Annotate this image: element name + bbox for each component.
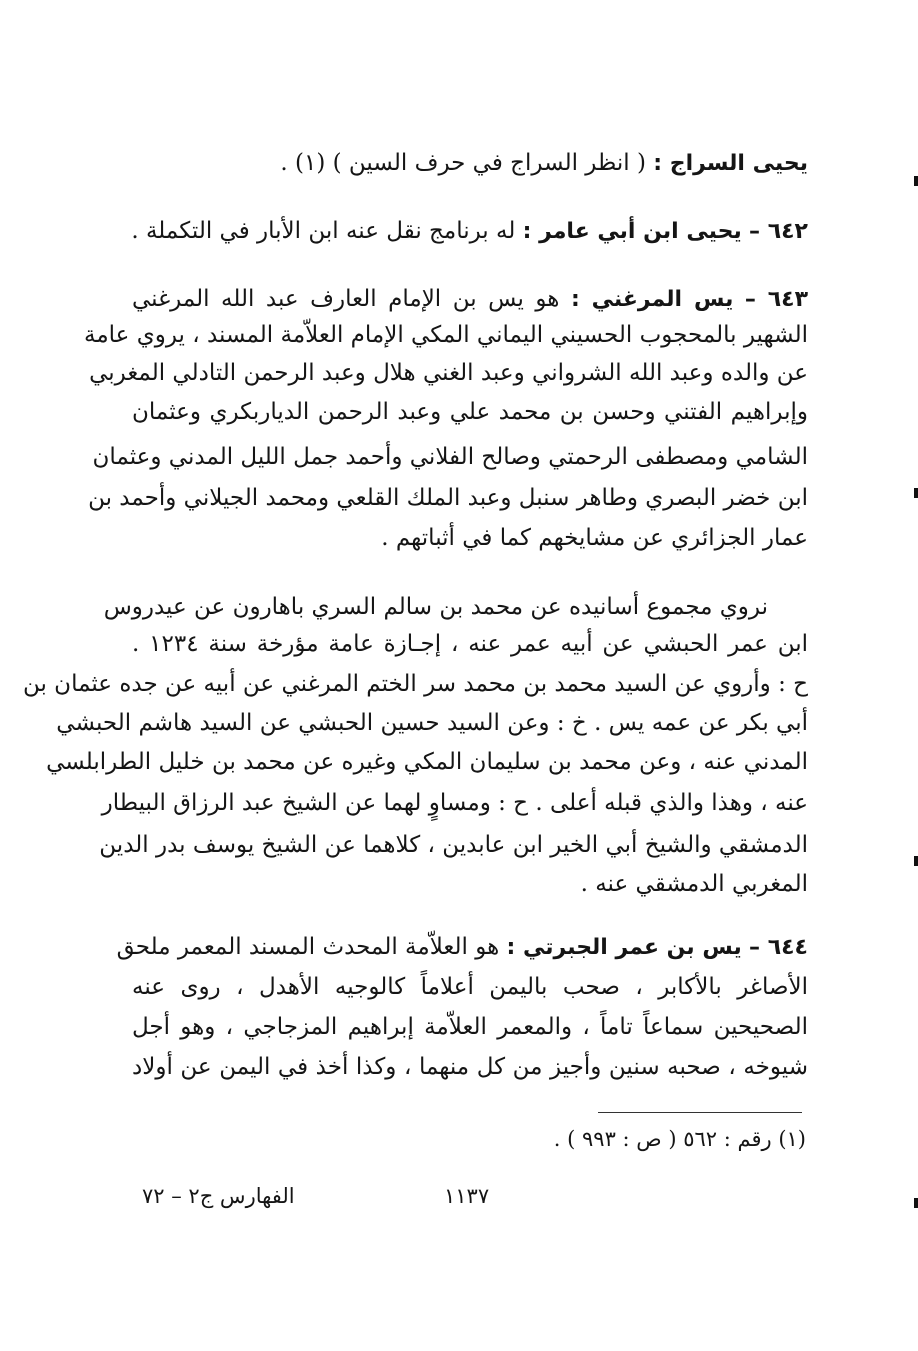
scan-edge-mark [914, 176, 918, 186]
text-line: عنه ، وهذا والذي قبله أعلى . ح : ومساوٍ لهما عن الشيخ عبد الرزاق البيطار [101, 790, 808, 816]
running-title: الفهارس ج٢ – ٧٢ [142, 1184, 295, 1208]
text-line: أبي بكر عن عمه يس . خ : وعن السيد حسين الحبشي عن السيد هاشم الحبشي [56, 710, 808, 736]
entry-642 [131, 214, 808, 249]
text-line: الصحيحين سماعاً تاماً ، والمعمر العلاّمة إبراهيم المزجاجي ، وهو أجل [132, 1014, 808, 1040]
text-line: المغربي الدمشقي عنه . [580, 871, 808, 897]
entry-text: هو يس بن الإمام العارف عبد الله المرغني [132, 286, 560, 312]
entry-head: يس بن عمر الجبرتي : [506, 935, 742, 960]
scan-edge-mark [914, 856, 918, 866]
text-line: الشهير بالمحجوب الحسيني اليماني المكي الإمام العلاّمة المسند ، يروي عامة [84, 322, 808, 348]
entry-head: يس المرغني : [570, 287, 734, 312]
entry-text: هو العلاّمة المحدث المسند المعمر ملحق [116, 934, 500, 960]
text-line: عن والده وعبد الله الشرواني وعبد الغني هلال وعبد الرحمن التادلي المغربي [89, 360, 808, 386]
text-line: الدمشقي والشيخ أبي الخير ابن عابدين ، كلاهما عن الشيخ يوسف بدر الدين [99, 832, 808, 858]
entry-643-line-1 [132, 282, 808, 317]
footnote: (١) رقم : ٥٦٢ ( ص : ٩٩٣ ) . [553, 1127, 806, 1151]
entry-number: ٦٤٢ – [749, 219, 808, 244]
riwaya-line-1: نروي مجموع أسانيده عن محمد بن سالم السري باهارون عن عيدروس [103, 594, 768, 620]
entry-text: ( انظر السراج في حرف السين ) (١) . [280, 150, 646, 176]
text-line: الأصاغر بالأكابر ، صحب باليمن أعلاماً كالوجيه الأهدل ، روى عنه [132, 974, 808, 1000]
text-line: المدني عنه ، وعن محمد بن سليمان المكي وغيره عن محمد بن خليل الطرابلسي [46, 749, 808, 775]
scan-edge-mark [914, 488, 918, 498]
footnote-rule [598, 1112, 802, 1113]
text-line: ابن عمر الحبشي عن أبيه عمر عنه ، إجـازة عامة مؤرخة سنة ١٢٣٤ . [132, 631, 808, 657]
text-line: عمار الجزائري عن مشايخهم كما في أثباتهم . [381, 525, 808, 551]
text-line: ابن خضر البصري وطاهر سنبل وعبد الملك القلعي ومحمد الجيلاني وأحمد بن [88, 485, 808, 511]
entry-number: ٦٤٣ – [744, 287, 809, 312]
text-line: ح : وأروي عن السيد محمد بن محمد سر الختم المرغني عن أبيه عن جده عثمان بن [22, 671, 808, 697]
entry-head: يحيى السراج : [653, 151, 808, 176]
page-number: ١١٣٧ [444, 1184, 490, 1208]
scan-edge-mark [914, 1198, 918, 1208]
entry-head: يحيى ابن أبي عامر : [522, 219, 742, 244]
entry-number: ٦٤٤ – [749, 935, 808, 960]
entry-text: له برنامج نقل عنه ابن الأبار في التكملة . [131, 218, 516, 244]
text-line: وإبراهيم الفتني وحسن بن محمد علي وعبد الرحمن الدياربكري وعثمان [132, 399, 808, 425]
entry-seraj [272, 146, 808, 181]
text-line: شيوخه ، صحبه سنين وأجيز من كل منهما ، وكذا أخذ في اليمن عن أولاد [132, 1054, 808, 1080]
text-line: الشامي ومصطفى الرحمتي وصالح الفلاني وأحمد جمل الليل المدني وعثمان [92, 444, 808, 470]
entry-644-line-1 [116, 930, 808, 965]
